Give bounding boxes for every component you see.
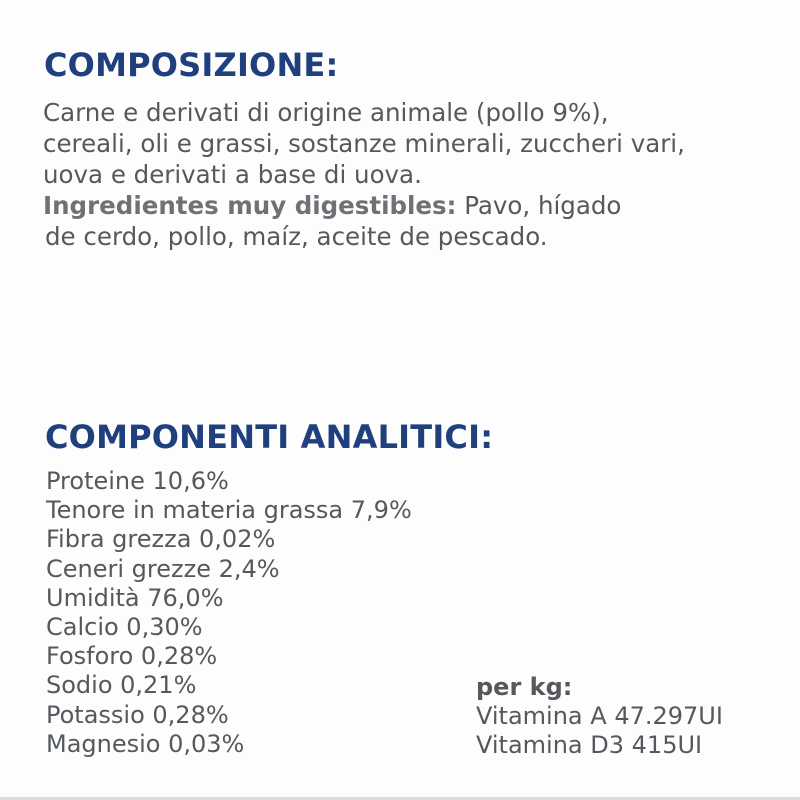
list-item: Sodio 0,21% [46, 671, 197, 700]
list-item: Potassio 0,28% [46, 700, 229, 729]
list-item: Umidità 76,0% [46, 583, 224, 612]
per-kg-block [476, 673, 723, 761]
list-item: Calcio 0,30% [46, 613, 203, 642]
list-item: Fibra grezza 0,02% [46, 525, 276, 554]
vitamin-a-value: Vitamina A 47.297UI [476, 702, 723, 731]
composition-line-1: Carne e derivati di origine animale (pollo 9%), [43, 98, 609, 127]
digestible-ingredients-text-2: de cerdo, pollo, maíz, aceite de pescado. [45, 222, 548, 251]
composition-heading: COMPOSIZIONE: [44, 46, 339, 84]
composition-paragraph [43, 97, 783, 252]
analytic-components-heading: COMPONENTI ANALITICI: [45, 418, 494, 456]
list-item: Proteine 10,6% [46, 467, 229, 495]
list-item: Ceneri grezze 2,4% [46, 554, 280, 583]
list-item: Tenore in materia grassa 7,9% [46, 496, 412, 525]
composition-line-2: cereali, oli e grassi, sostanze minerali, zuccheri vari, [43, 129, 685, 158]
vitamin-d3-value: Vitamina D3 415UI [476, 731, 703, 760]
per-kg-title: per kg: [476, 673, 573, 701]
composition-line-3: uova e derivati a base di uova. [43, 160, 422, 189]
list-item: Fosforo 0,28% [46, 642, 218, 671]
list-item: Magnesio 0,03% [46, 729, 245, 758]
digestible-ingredients-line [43, 190, 783, 221]
analytic-components-list [46, 467, 412, 759]
digestible-ingredients-text-1: Pavo, hígado [456, 191, 622, 220]
digestible-ingredients-label: Ingredientes muy digestibles: [43, 191, 457, 220]
